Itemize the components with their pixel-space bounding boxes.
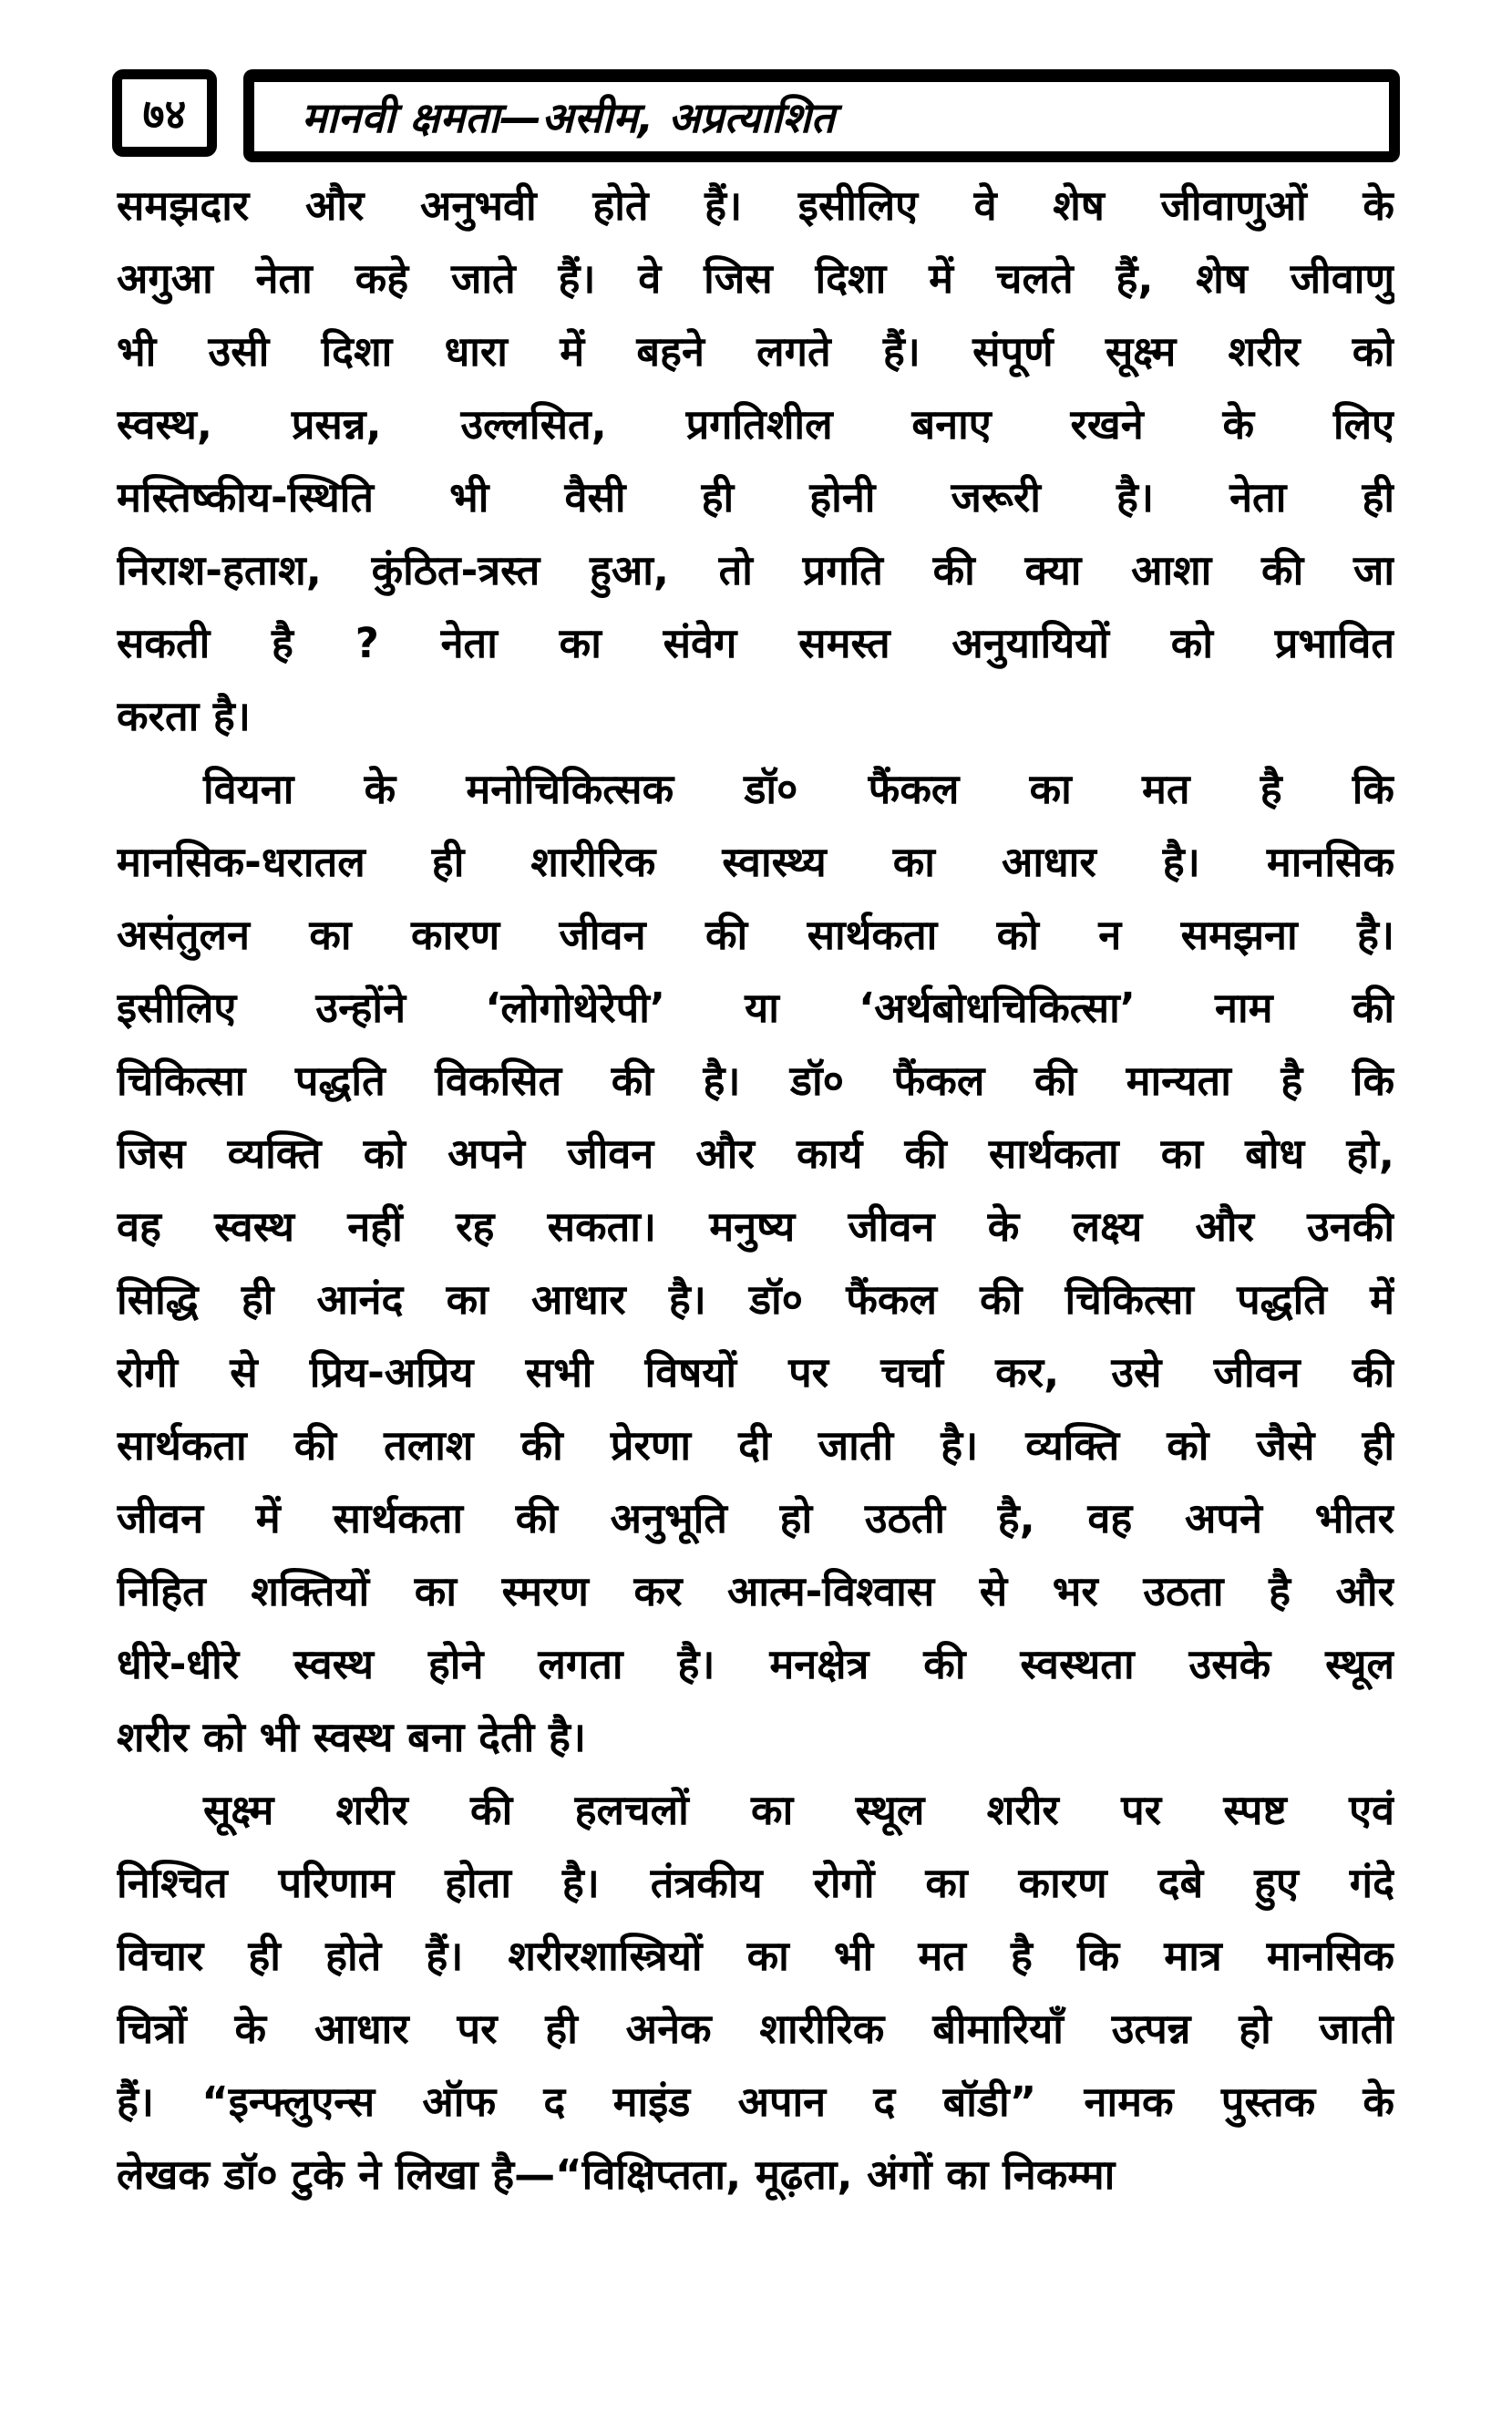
text-line: सकती है ? नेता का संवेग समस्त अनुयायियों को प्रभावित xyxy=(117,619,1394,667)
text-line: मानसिक-धरातल ही शारीरिक स्वास्थ्य का आधार है। मानसिक xyxy=(117,838,1394,886)
text-line: चिकित्सा पद्धति विकसित की है। डॉ० फैंकल की मान्यता है कि xyxy=(117,1057,1394,1105)
chapter-title-box xyxy=(243,69,1400,162)
text-line: अगुआ नेता कहे जाते हैं। वे जिस दिशा में चलते हैं, शेष जीवाणु xyxy=(117,254,1394,303)
text-line: लेखक डॉ० टुके ने लिखा है—“विक्षिप्तता, मूढ़ता, अंगों का निकम्मा xyxy=(117,2150,1116,2199)
text-line: सूक्ष्म शरीर की हलचलों का स्थूल शरीर पर स्पष्ट एवं xyxy=(203,1786,1394,1834)
text-line: असंतुलन का कारण जीवन की सार्थकता को न समझना है। xyxy=(117,911,1394,959)
page-number: ७४ xyxy=(142,89,187,139)
text-line: समझदार और अनुभवी होते हैं। इसीलिए वे शेष जीवाणुओं के xyxy=(117,181,1394,230)
body-text xyxy=(117,170,1394,2212)
page-number-box xyxy=(112,69,217,157)
text-line: स्वस्थ, प्रसन्न, उल्लसित, प्रगतिशील बनाए रखने के लिए xyxy=(117,400,1394,449)
text-line: चित्रों के आधार पर ही अनेक शारीरिक बीमारियाँ उत्पन्न हो जाती xyxy=(117,2005,1394,2053)
paragraph xyxy=(117,753,1394,1774)
text-line: करता है। xyxy=(117,692,251,740)
text-line: जीवन में सार्थकता की अनुभूति हो उठती है, वह अपने भीतर xyxy=(117,1494,1394,1542)
text-line: निश्चित परिणाम होता है। तंत्रकीय रोगों का कारण दबे हुए गंदे xyxy=(117,1859,1394,1907)
text-line: मस्तिष्कीय-स्थिति भी वैसी ही होनी जरूरी है। नेता ही xyxy=(117,473,1394,521)
text-line: इसीलिए उन्होंने ‘लोगोथेरेपी’ या ‘अर्थबोधचिकित्सा’ नाम की xyxy=(117,984,1394,1032)
text-line: निहित शक्तियों का स्मरण कर आत्म-विश्वास से भर उठता है और xyxy=(117,1567,1394,1615)
text-line: हैं। “इन्फ्लुएन्स ऑफ द माइंड अपान द बॉडी” नामक पुस्तक के xyxy=(117,2078,1394,2126)
text-line: धीरे-धीरे स्वस्थ होने लगता है। मनक्षेत्र की स्वस्थता उसके स्थूल xyxy=(117,1640,1394,1688)
text-line: सार्थकता की तलाश की प्रेरणा दी जाती है। व्यक्ति को जैसे ही xyxy=(117,1421,1394,1469)
text-line: विचार ही होते हैं। शरीरशास्त्रियों का भी मत है कि मात्र मानसिक xyxy=(117,1932,1394,1980)
text-line: वियना के मनोचिकित्सक डॉ० फैंकल का मत है कि xyxy=(203,765,1394,813)
text-line: वह स्वस्थ नहीं रह सकता। मनुष्य जीवन के लक्ष्य और उनकी xyxy=(117,1202,1394,1251)
text-line: जिस व्यक्ति को अपने जीवन और कार्य की सार्थकता का बोध हो, xyxy=(117,1129,1394,1178)
text-line: शरीर को भी स्वस्थ बना देती है। xyxy=(117,1713,586,1761)
chapter-title: मानवी क्षमता—असीम, अप्रत्याशित xyxy=(302,93,835,142)
text-line: सिद्धि ही आनंद का आधार है। डॉ० फैंकल की चिकित्सा पद्धति में xyxy=(117,1275,1394,1324)
text-line: रोगी से प्रिय-अप्रिय सभी विषयों पर चर्चा कर, उसे जीवन की xyxy=(117,1348,1394,1397)
text-line: निराश-हताश, कुंठित-त्रस्त हुआ, तो प्रगति की क्या आशा की जा xyxy=(117,546,1394,594)
text-line: भी उसी दिशा धारा में बहने लगते हैं। संपूर्ण सूक्ष्म शरीर को xyxy=(117,327,1394,376)
paragraph xyxy=(117,1774,1394,2212)
paragraph xyxy=(117,170,1394,753)
